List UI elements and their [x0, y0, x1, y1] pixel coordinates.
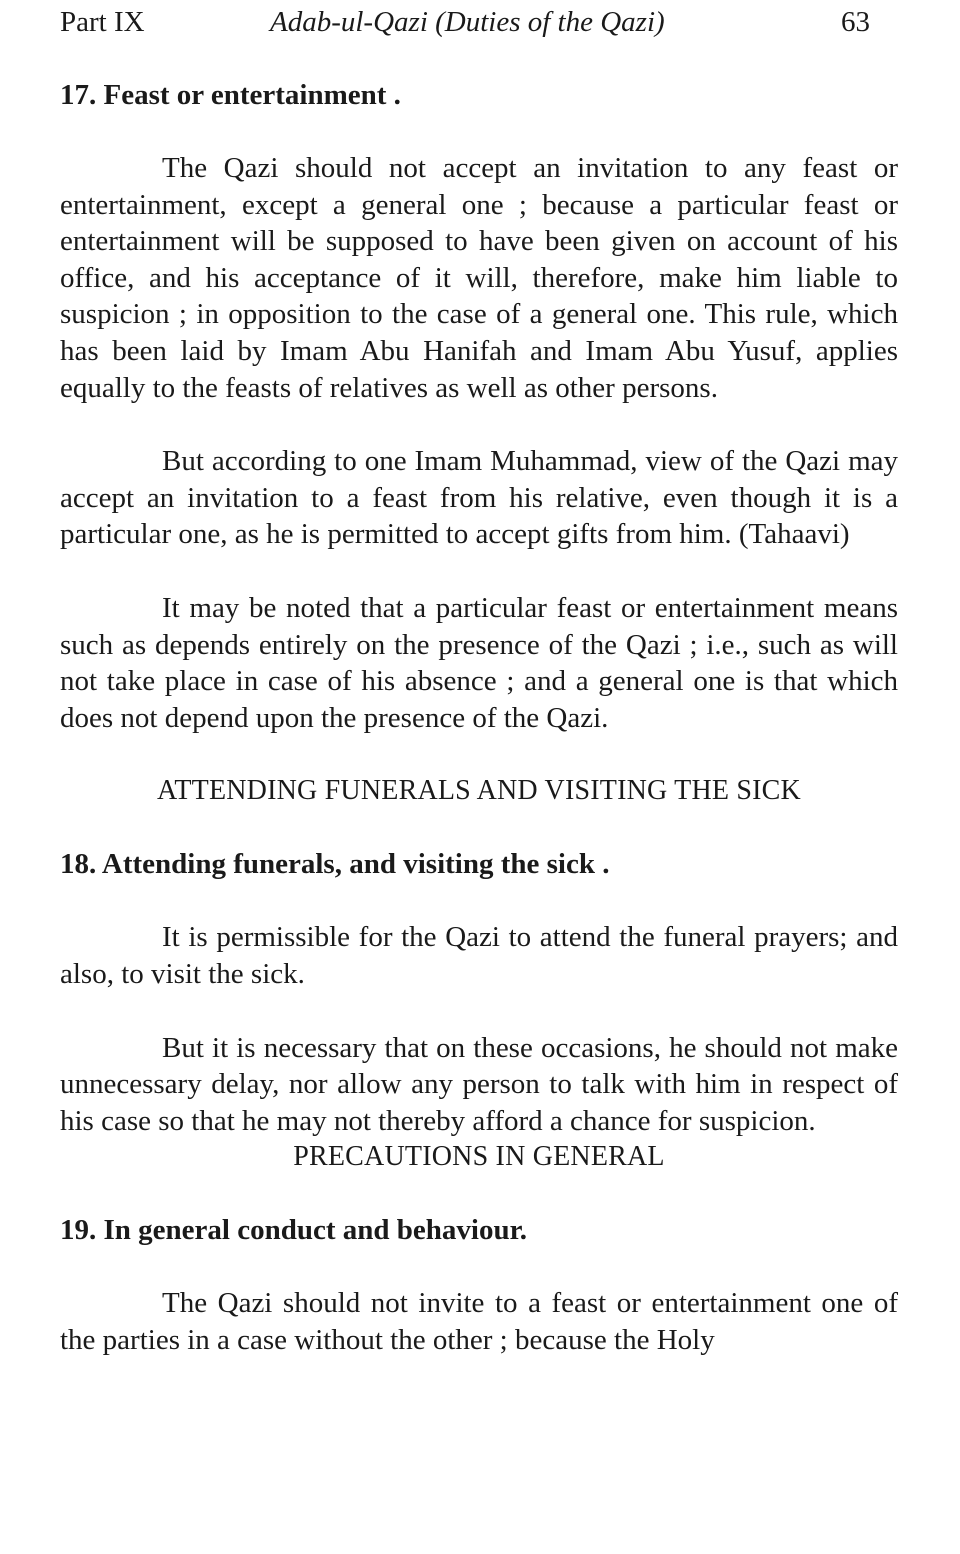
- section-17-paragraph-1: The Qazi should not accept an invitation to any feast or entertainment, except a general one ; because a particular feast or entertainment will be supposed to have been given on account of his office, and his acceptance of it will, therefore, make him liable to suspicion ; in opposition to the case of a general one. This rule, which has been laid by Imam Abu Hanifah and Imam Abu Yusuf, applies equally to the feasts of relatives as well as other persons.: [60, 152, 898, 404]
- section-17-paragraph-2: But according to one Imam Muhammad, view of the Qazi may accept an invitation to a feast from his relative, even though it is a particular one, as he is permitted to accept gifts from him. (Tahaavi): [60, 445, 898, 551]
- page-body: [60, 77, 898, 1358]
- running-header: [60, 4, 870, 40]
- section-19-heading: 19. In general conduct and behaviour.: [60, 1214, 528, 1247]
- book-title: Adab-ul-Qazi (Duties of the Qazi): [270, 6, 665, 38]
- part-label: Part IX: [60, 6, 145, 38]
- section-18-paragraph-2: But it is necessary that on these occasions, he should not make unnecessary delay, nor allow any person to talk with him in respect of his case so that he may not thereby afford a chance for suspicion.: [60, 1031, 898, 1137]
- section-19-paragraph-1: The Qazi should not invite to a feast or entertainment one of the parties in a case without the other ; because the Holy: [60, 1287, 898, 1356]
- section-18-heading: 18. Attending funerals, and visiting the sick .: [60, 848, 610, 881]
- page-number: 63: [841, 6, 870, 38]
- section-17-heading: 17. Feast or entertainment .: [60, 79, 401, 111]
- section-title-precautions: PRECAUTIONS IN GENERAL: [293, 1141, 665, 1173]
- section-title-funerals: ATTENDING FUNERALS AND VISITING THE SICK: [157, 775, 801, 807]
- section-17-paragraph-3: It may be noted that a particular feast or entertainment means such as depends entirely on the presence of the Qazi ; i.e., such as will not take place in case of his absence ; and a general one is that which does not depend upon the presence of the Qazi.: [60, 591, 898, 734]
- section-18-paragraph-1: It is permissible for the Qazi to attend the funeral prayers; and also, to visit the sick.: [60, 921, 898, 990]
